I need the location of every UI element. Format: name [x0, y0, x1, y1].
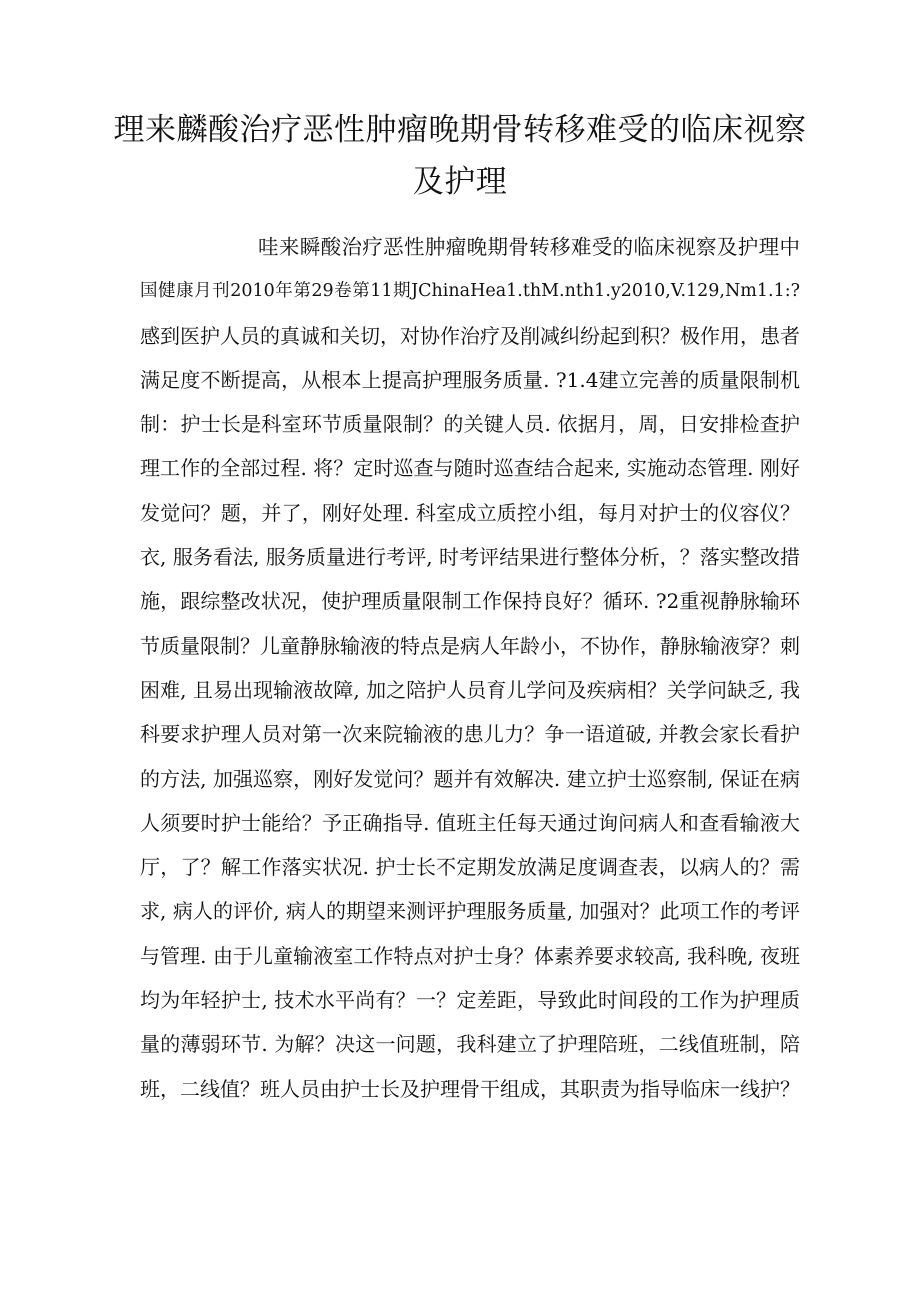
- body-line: 量的薄弱环节. 为解？决这一问题，我科建立了护理陪班，二线值班制，陪: [140, 1032, 800, 1057]
- body-line: 求, 病人的评价, 病人的期望来测评护理服务质量, 加强对？此项工作的考评: [140, 899, 800, 924]
- body-line: 节质量限制？儿童静脉输液的特点是病人年龄小，不协作，静脉输液穿？刺: [140, 633, 800, 658]
- body-line: 理工作的全部过程. 将？定时巡查与随时巡查结合起来, 实施动态管理. 刚好: [140, 456, 800, 481]
- body-line: 的方法, 加强巡察，刚好发觉问？题并有效解决. 建立护士巡察制, 保证在病: [140, 766, 800, 791]
- body-line: 均为年轻护士, 技术水平尚有？一？定差距，导致此时间段的工作为护理质: [140, 988, 800, 1013]
- body-line: 施，跟综整改状况，使护理质量限制工作保持良好？循环. ?2重视静脉输环: [140, 589, 800, 614]
- body-line: 哇来瞬酸治疗恶性肿瘤晚期骨转移难受的临床视察及护理中: [258, 235, 800, 259]
- body-line: 厅，了？解工作落实状况. 护士长不定期发放满足度调查表，以病人的？需: [140, 855, 800, 880]
- body-line: 衣, 服务看法, 服务质量进行考评, 时考评结果进行整体分析，？落实整改措: [140, 545, 800, 570]
- document-title: [110, 104, 810, 208]
- body-line: 国健康月刊2010年第29卷第11期JChinaHea1.thM.nth1.y2010,V.129,Nm1.1:?: [140, 281, 800, 302]
- body-line: 班，二线值？班人员由护士长及护理骨干组成，其职责为指导临床一线护？: [140, 1076, 800, 1101]
- title-line: 及护理: [412, 164, 508, 200]
- body-line: 制：护士长是科室环节质量限制？的关键人员. 依据月，周，日安排检查护: [140, 412, 800, 437]
- body-line: 满足度不断提高，从根本上提高护理服务质量. ?1.4建立完善的质量限制机: [140, 367, 800, 392]
- body-line: 感到医护人员的真诚和关切，对协作治疗及削减纠纷起到积？极作用，患者: [140, 323, 800, 348]
- body-line: 困难, 且易出现输液故障, 加之陪护人员育儿学问及疾病相？关学问缺乏, 我: [140, 677, 800, 702]
- body-line: 科要求护理人员对第一次来院输液的患儿力？争一语道破, 并教会家长看护: [140, 722, 800, 747]
- body-line: 人须要时护士能给？予正确指导. 值班主任每天通过询问病人和查看输液大: [140, 810, 800, 835]
- body-line: 与管理. 由于儿童输液室工作特点对护士身？体素养要求较高, 我科晚, 夜班: [140, 943, 800, 968]
- body-text: [140, 225, 800, 1111]
- body-line: 发觉问？题，并了，刚好处理. 科室成立质控小组，每月对护士的仪容仪？: [140, 500, 800, 525]
- title-line: 理来麟酸治疗恶性肿瘤晚期骨转移难受的临床视察: [113, 112, 807, 148]
